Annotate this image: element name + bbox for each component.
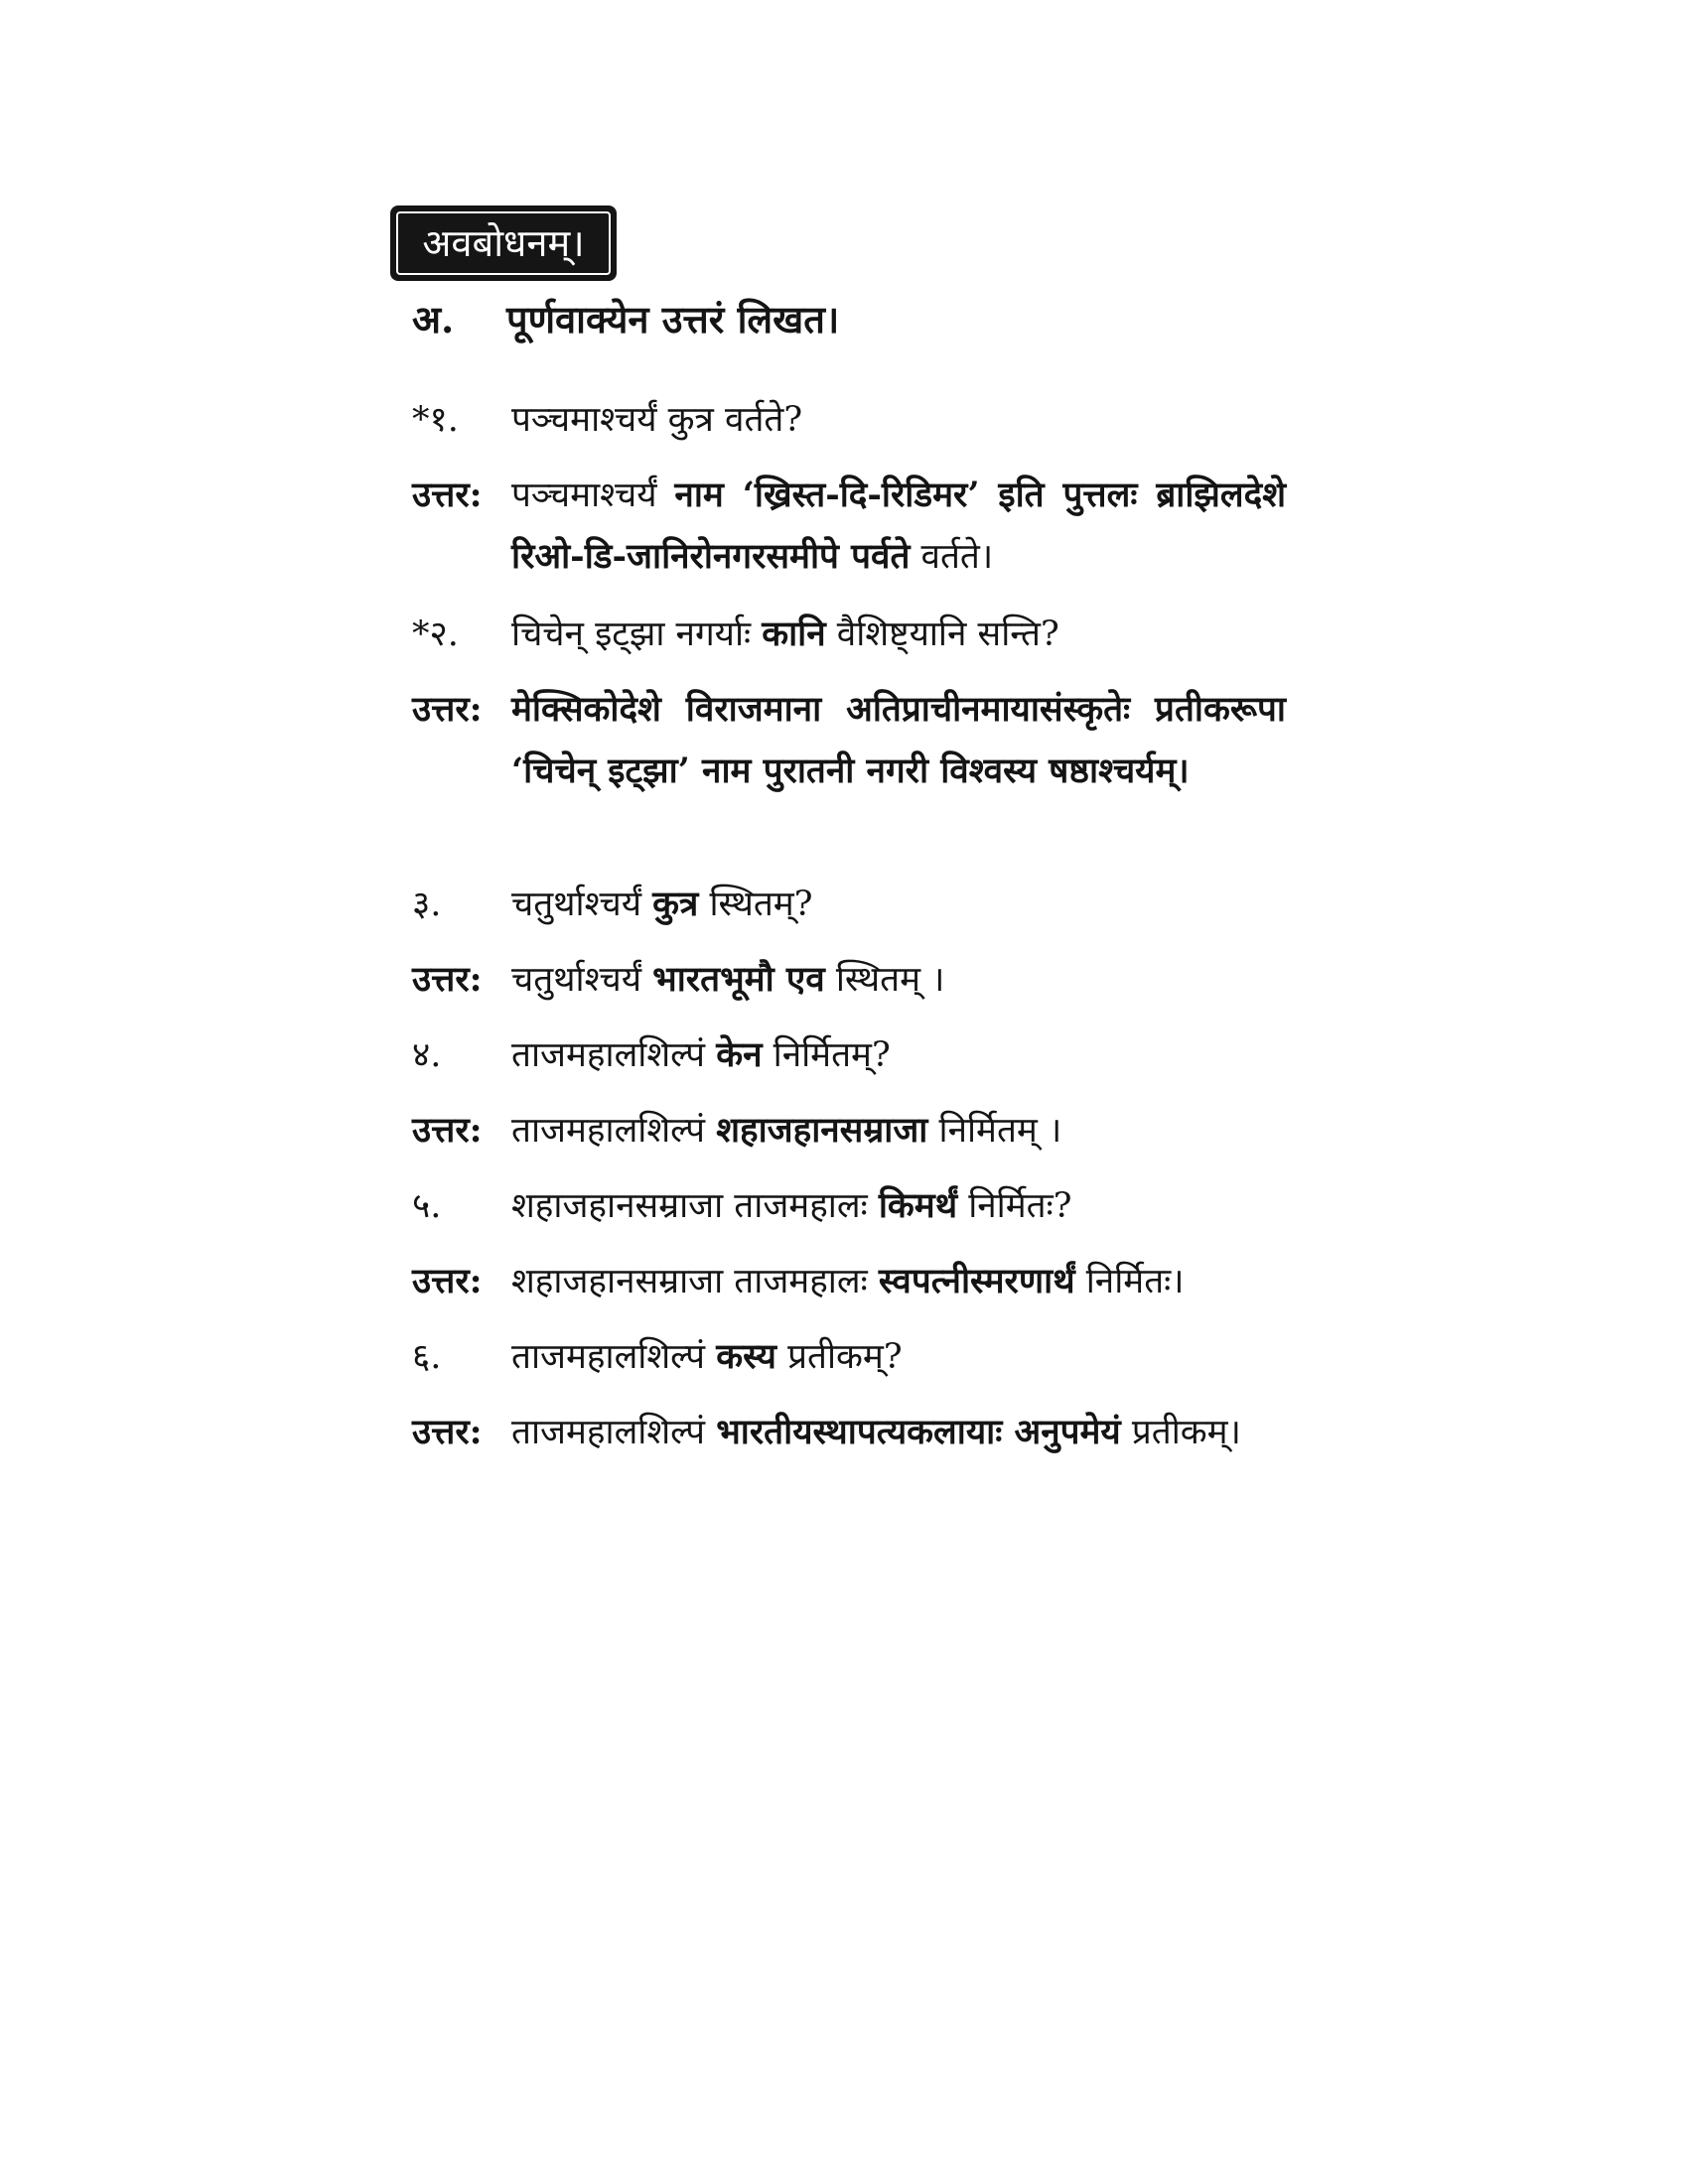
section-badge <box>390 205 617 281</box>
answer-label: उत्तर: <box>412 1412 483 1452</box>
question-row <box>412 1175 1286 1237</box>
text-run: निर्मितः। <box>1074 1262 1185 1301</box>
text-run: चतुर्थाश्चर्यं <box>511 960 653 1000</box>
question-text <box>511 389 1286 451</box>
answer-label: उत्तर: <box>412 689 483 730</box>
answer-text <box>511 1402 1286 1463</box>
bold-text-run: शहाजहानसम्राजा <box>716 1110 928 1151</box>
question-number: *२. <box>412 614 459 654</box>
section-heading <box>412 293 839 344</box>
answer-text <box>511 1251 1286 1312</box>
bold-text-run: स्वपत्नीस्मरणार्थं <box>878 1261 1075 1301</box>
qa-block-5 <box>412 1175 1286 1312</box>
bold-text-run: केन <box>716 1034 763 1075</box>
text-run: चिचेन् इट्झा नगर्याः <box>511 614 763 654</box>
text-run: स्थितम्? <box>698 885 813 924</box>
qa-block-2 <box>412 604 1286 802</box>
text-run: चतुर्थाश्चर्यं <box>511 885 653 924</box>
answer-row <box>412 1402 1286 1463</box>
answer-text <box>511 465 1286 588</box>
answer-row <box>412 465 1286 588</box>
text-run: वैशिष्ट्यानि सन्ति? <box>825 614 1059 654</box>
text-run: प्रतीकम्। <box>1120 1413 1241 1452</box>
section-title: पूर्णवाक्येन उत्तरं लिखत। <box>506 297 840 341</box>
text-run: निर्मितः? <box>957 1186 1072 1226</box>
question-row <box>412 1326 1286 1388</box>
answer-text <box>511 949 1286 1011</box>
answer-row <box>412 1251 1286 1312</box>
bold-text-run: कानि <box>762 614 826 654</box>
text-run: ताजमहालशिल्पं <box>511 1035 717 1075</box>
text-run: ताजमहालशिल्पं <box>511 1111 717 1151</box>
qa-block-3 <box>412 874 1286 1011</box>
answer-label: उत्तर: <box>412 475 483 515</box>
question-text <box>511 1175 1286 1237</box>
question-number: *१. <box>412 400 459 440</box>
answer-row <box>412 679 1286 802</box>
text-run: पञ्चमाश्चर्यं कुत्र वर्तते? <box>511 400 803 440</box>
answer-text <box>511 1100 1286 1161</box>
answer-text <box>511 679 1286 802</box>
badge-text: अवबोधनम्। <box>422 221 585 265</box>
text-run: ताजमहालशिल्पं <box>511 1337 717 1377</box>
question-number: ६. <box>412 1337 442 1377</box>
question-row <box>412 1024 1286 1086</box>
text-run: पञ्चमाश्चर्यं <box>511 476 675 515</box>
answer-row <box>412 1100 1286 1161</box>
question-text <box>511 604 1286 665</box>
question-row <box>412 604 1286 665</box>
text-run: निर्मितम् । <box>927 1111 1062 1151</box>
bold-text-run: कुत्र <box>652 884 699 924</box>
text-run: वर्तते। <box>910 537 994 577</box>
bold-text-run: कस्य <box>716 1336 776 1377</box>
section-marker: अ. <box>412 297 455 341</box>
bold-text-run: किमर्थं <box>878 1185 958 1226</box>
text-run: प्रतीकम्? <box>775 1337 903 1377</box>
bold-text-run: मेक्सिकोदेशे विराजमाना अतिप्राचीनमायासंस्कृतेः प्रतीकरूपा ‘चिचेन् इट्झा’ नाम पुरातनी नगरी विश्वस्य षष्ठाश्चर्यम्। <box>511 689 1286 791</box>
text-run: शहाजहानसम्राजा ताजमहालः <box>511 1262 879 1301</box>
question-text <box>511 1326 1286 1388</box>
text-run: शहाजहानसम्राजा ताजमहालः <box>511 1186 879 1226</box>
answer-label: उत्तर: <box>412 1110 483 1151</box>
text-run: निर्मितम्? <box>762 1035 891 1075</box>
question-text <box>511 1024 1286 1086</box>
qa-block-6 <box>412 1326 1286 1463</box>
question-row <box>412 389 1286 451</box>
question-row <box>412 874 1286 935</box>
text-run: स्थितम् । <box>824 960 945 1000</box>
question-number: ३. <box>412 885 442 924</box>
text-run: ताजमहालशिल्पं <box>511 1413 717 1452</box>
question-number: ५. <box>412 1186 442 1226</box>
bold-text-run: भारतीयस्थापत्यकलायाः अनुपमेयं <box>716 1412 1121 1452</box>
answer-row <box>412 949 1286 1011</box>
qa-block-1 <box>412 389 1286 588</box>
qa-block-4 <box>412 1024 1286 1161</box>
question-number: ४. <box>412 1035 442 1075</box>
bold-text-run: भारतभूमौ एव <box>652 959 825 1000</box>
answer-label: उत्तर: <box>412 1261 483 1301</box>
answer-label: उत्तर: <box>412 959 483 1000</box>
question-text <box>511 874 1286 935</box>
bold-text-run: नाम ‘ख्रिस्त-दि-रिडिमर’ इति पुत्तलः ब्राझिलदेशे रिओ-डि-जानिरोनगरसमीपे पर्वते <box>511 475 1287 577</box>
